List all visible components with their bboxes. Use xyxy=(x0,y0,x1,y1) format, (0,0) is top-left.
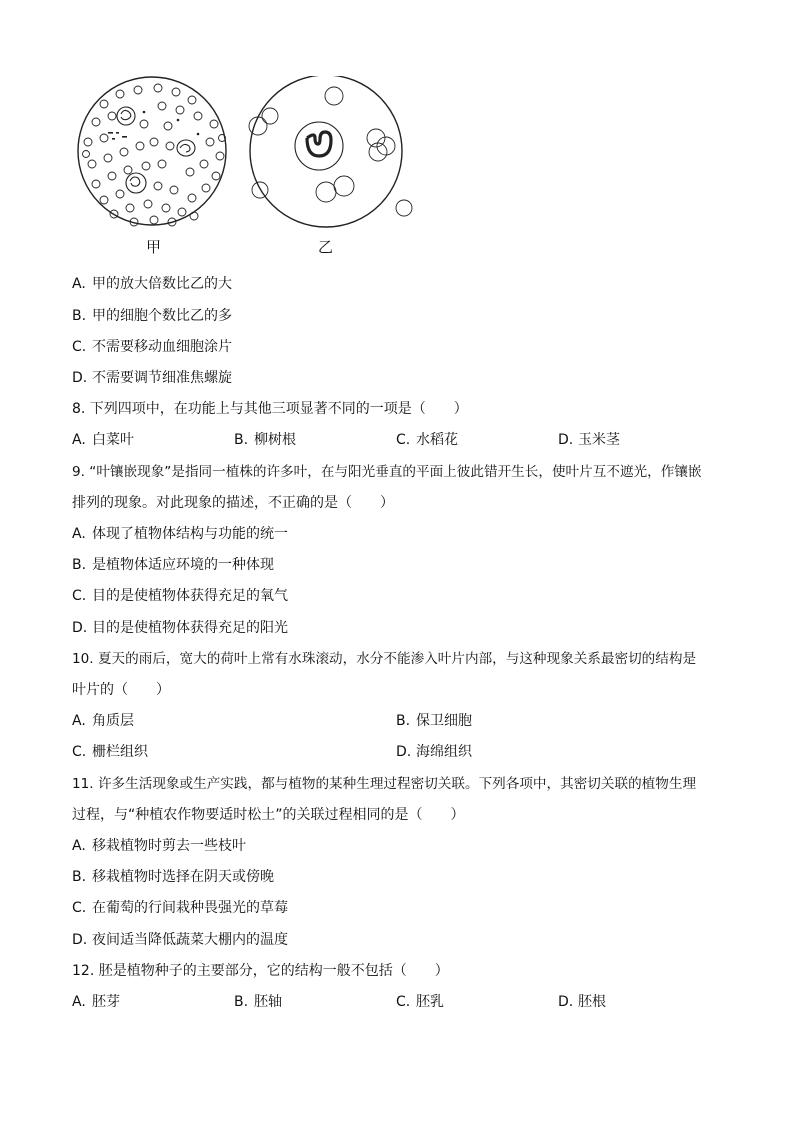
option-text: 胚乳 xyxy=(416,994,444,1010)
q11-option-b xyxy=(72,867,274,887)
q9-stem-line-2: 排列的现象。对此现象的描述，不正确的是（ ） xyxy=(72,495,394,511)
option-text: 海绵组织 xyxy=(416,744,472,760)
option-label: C. xyxy=(72,588,87,604)
option-label: D. xyxy=(558,994,574,1010)
option-text: 移栽植物时选择在阴天或傍晚 xyxy=(92,869,274,885)
option-text: 甲的细胞个数比乙的多 xyxy=(92,308,232,324)
option-label: D. xyxy=(396,744,412,760)
q8-stem: 8. 下列四项中，在功能上与其他三项显著不同的一项是（ ） xyxy=(72,401,468,417)
microscope-figure xyxy=(74,76,414,266)
option-label: B. xyxy=(396,713,411,729)
q9-option-c xyxy=(72,586,288,606)
q11-stem-line-2: 过程，与“种植农作物要适时松土”的关联过程相同的是（ ） xyxy=(72,807,465,823)
q10-option-c xyxy=(72,742,148,762)
option-label: D. xyxy=(72,620,88,636)
q9-stem-line-1: 9. “叶镶嵌现象”是指同一植株的许多叶，在与阳光垂直的平面上彼此错开生长，使叶片互不遮光，作镶嵌 xyxy=(72,464,702,480)
option-label: D. xyxy=(558,432,574,448)
q10-option-d xyxy=(396,742,472,762)
option-text: 夜间适当降低蔬菜大棚内的温度 xyxy=(92,932,288,948)
q10-stem-line-1: 10. 夏天的雨后，宽大的荷叶上常有水珠滚动，水分不能渗入叶片内部，与这种现象关系最密切的结构是 xyxy=(72,651,697,667)
q8-option-b xyxy=(234,430,296,450)
option-label: C. xyxy=(396,994,411,1010)
q9-option-a xyxy=(72,524,288,544)
q8-option-a xyxy=(72,430,134,450)
microscope-views-drawing xyxy=(74,76,414,266)
view-jia-drawing xyxy=(78,77,226,226)
option-label: C. xyxy=(72,744,87,760)
q11-option-d xyxy=(72,930,288,950)
option-text: 目的是使植物体获得充足的氧气 xyxy=(92,588,288,604)
q7-option-b xyxy=(72,306,232,326)
option-text: 玉米茎 xyxy=(578,432,620,448)
option-text: 目的是使植物体获得充足的阳光 xyxy=(92,620,288,636)
option-label: B. xyxy=(72,869,87,885)
option-text: 栅栏组织 xyxy=(92,744,148,760)
q7-option-c xyxy=(72,337,232,357)
option-label: D. xyxy=(72,932,88,948)
q7-option-d xyxy=(72,368,232,388)
q12-option-c xyxy=(396,992,444,1012)
view-jia-caption: 甲 xyxy=(146,238,162,256)
option-label: A. xyxy=(72,994,86,1010)
q12-stem: 12. 胚是植物种子的主要部分，它的结构一般不包括（ ） xyxy=(72,963,449,979)
view-yi-drawing xyxy=(249,76,412,227)
option-label: A. xyxy=(72,526,86,542)
option-label: C. xyxy=(396,432,411,448)
q11-option-c xyxy=(72,898,288,918)
option-label: C. xyxy=(72,339,87,355)
option-label: B. xyxy=(234,432,249,448)
option-label: A. xyxy=(72,838,86,854)
option-text: 是植物体适应环境的一种体现 xyxy=(92,557,274,573)
q11-stem-line-1: 11. 许多生活现象或生产实践，都与植物的某种生理过程密切关联。下列各项中，其密切关联的植物生理 xyxy=(72,776,697,792)
q12-option-a xyxy=(72,992,120,1012)
q8-option-d xyxy=(558,430,620,450)
option-text: 保卫细胞 xyxy=(416,713,472,729)
option-text: 移栽植物时剪去一些枝叶 xyxy=(92,838,246,854)
q10-stem-line-2: 叶片的（ ） xyxy=(72,682,170,698)
option-text: 白菜叶 xyxy=(92,432,134,448)
q7-option-a xyxy=(72,274,232,294)
q10-option-b xyxy=(396,711,472,731)
option-text: 甲的放大倍数比乙的大 xyxy=(92,276,232,292)
option-label: B. xyxy=(234,994,249,1010)
option-text: 胚轴 xyxy=(254,994,282,1010)
option-text: 体现了植物体结构与功能的统一 xyxy=(92,526,288,542)
option-text: 不需要调节细准焦螺旋 xyxy=(92,370,232,386)
option-text: 胚根 xyxy=(578,994,606,1010)
option-text: 胚芽 xyxy=(92,994,120,1010)
option-text: 角质层 xyxy=(92,713,134,729)
option-label: A. xyxy=(72,432,86,448)
option-text: 不需要移动血细胞涂片 xyxy=(92,339,232,355)
q10-option-a xyxy=(72,711,134,731)
option-label: B. xyxy=(72,557,87,573)
q12-option-b xyxy=(234,992,282,1012)
view-yi-caption: 乙 xyxy=(318,238,334,256)
q9-option-d xyxy=(72,618,288,638)
option-label: C. xyxy=(72,900,87,916)
option-text: 水稻花 xyxy=(416,432,458,448)
option-label: B. xyxy=(72,308,87,324)
option-text: 柳树根 xyxy=(254,432,296,448)
option-label: D. xyxy=(72,370,88,386)
option-label: A. xyxy=(72,713,86,729)
q9-option-b xyxy=(72,555,274,575)
option-text: 在葡萄的行间栽种畏强光的草莓 xyxy=(92,900,288,916)
q11-option-a xyxy=(72,836,246,856)
q12-option-d xyxy=(558,992,606,1012)
q8-option-c xyxy=(396,430,458,450)
option-label: A. xyxy=(72,276,86,292)
